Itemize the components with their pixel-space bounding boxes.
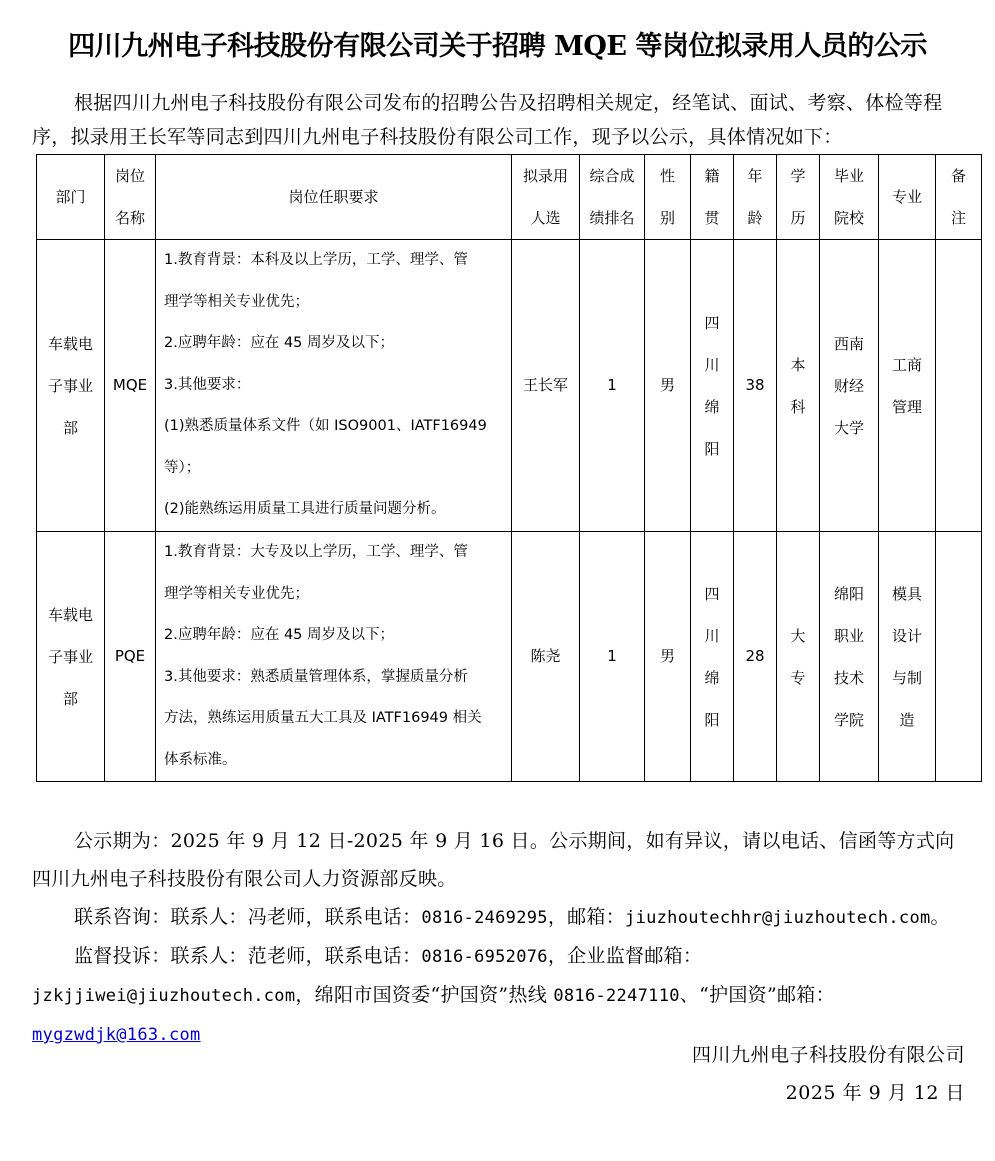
cell-post: PQE [105,532,156,782]
signature-company: 四川九州电子科技股份有限公司 [691,1044,965,1066]
header-major: 专业 [879,155,936,240]
publicity-period: 公示期为：2025 年 9 月 12 日-2025 年 9 月 16 日。公示期间，如有异议，请以电话、信函等方式向四川九州电子科技股份有限公司人力资源部反映。 [32,830,955,890]
intro-paragraph: 根据四川九州电子科技股份有限公司发布的招聘公告及招聘相关规定，经笔试、面试、考察、体检等程序，拟录用王长军等同志到四川九州电子科技股份有限公司工作，现予以公示，具体情况如下： [32,92,943,148]
header-gender: 性 别 [645,155,691,240]
cell-person: 王长军 [512,240,580,532]
table-row [37,532,982,782]
candidates-table [36,154,982,782]
cell-dept: 车载电 子事业 部 [37,240,105,532]
cell-school: 绵阳 职业 技术 学院 [820,532,879,782]
complaint-line: 监督投诉：联系人：范老师，联系电话：0816-6952076，企业监督邮箱：jzkjjiwei@jiuzhoutech.com，绵阳市国资委“护国资”热线 0816-2247110、“护国资”邮箱：mygzwdjk@163.com [32,945,835,1045]
header-school: 毕业 院校 [820,155,879,240]
header-rank: 综合成 绩排名 [580,155,645,240]
header-dept: 部门 [37,155,105,240]
cell-age: 28 [734,532,777,782]
header-post: 岗位 名称 [105,155,156,240]
cell-note [936,240,982,532]
cell-gender: 男 [645,240,691,532]
header-note: 备 注 [936,155,982,240]
cell-age: 38 [734,240,777,532]
footer-notes [32,822,972,1054]
page-title: 四川九州电子科技股份有限公司关于招聘 MQE 等岗位拟录用人员的公示 [68,31,927,62]
signature-block [692,1036,965,1112]
signature-date: 2025 年 9 月 12 日 [785,1082,965,1104]
cell-major: 工商 管理 [879,240,936,532]
cell-school: 西南 财经 大学 [820,240,879,532]
header-requirements: 岗位任职要求 [156,155,512,240]
cell-rank: 1 [580,532,645,782]
cell-education: 本 科 [777,240,820,532]
cell-post: MQE [105,240,156,532]
table-row [37,240,982,532]
cell-requirements: 1.教育背景：大专及以上学历，工学、理学、管 理学等相关专业优先； 2.应聘年龄：应在 45 周岁及以下； 3.其他要求：熟悉质量管理体系，掌握质量分析 方法，熟练运用质量五大工具及 IATF16949 相关 体系标准。 [156,532,512,782]
table-header-row [37,155,982,240]
cell-major: 模具 设计 与制 造 [879,532,936,782]
header-origin: 籍 贯 [691,155,734,240]
hotline-email-link[interactable]: mygzwdjk@163.com [32,1025,201,1045]
contact-line: 联系咨询：联系人：冯老师，联系电话：0816-2469295，邮箱：jiuzhoutechhr@jiuzhoutech.com。 [74,906,950,928]
cell-rank: 1 [580,240,645,532]
header-person: 拟录用 人选 [512,155,580,240]
cell-requirements: 1.教育背景：本科及以上学历，工学、理学、管 理学等相关专业优先； 2.应聘年龄：应在 45 周岁及以下； 3.其他要求： (1)熟悉质量体系文件（如 ISO9001、IATF16949 等）； (2)能熟练运用质量工具进行质量问题分析。 [156,240,512,532]
cell-education: 大 专 [777,532,820,782]
cell-dept: 车载电 子事业 部 [37,532,105,782]
cell-gender: 男 [645,532,691,782]
cell-note [936,532,982,782]
header-education: 学 历 [777,155,820,240]
cell-person: 陈尧 [512,532,580,782]
header-age: 年 龄 [734,155,777,240]
cell-origin: 四 川 绵 阳 [691,240,734,532]
cell-origin: 四 川 绵 阳 [691,532,734,782]
